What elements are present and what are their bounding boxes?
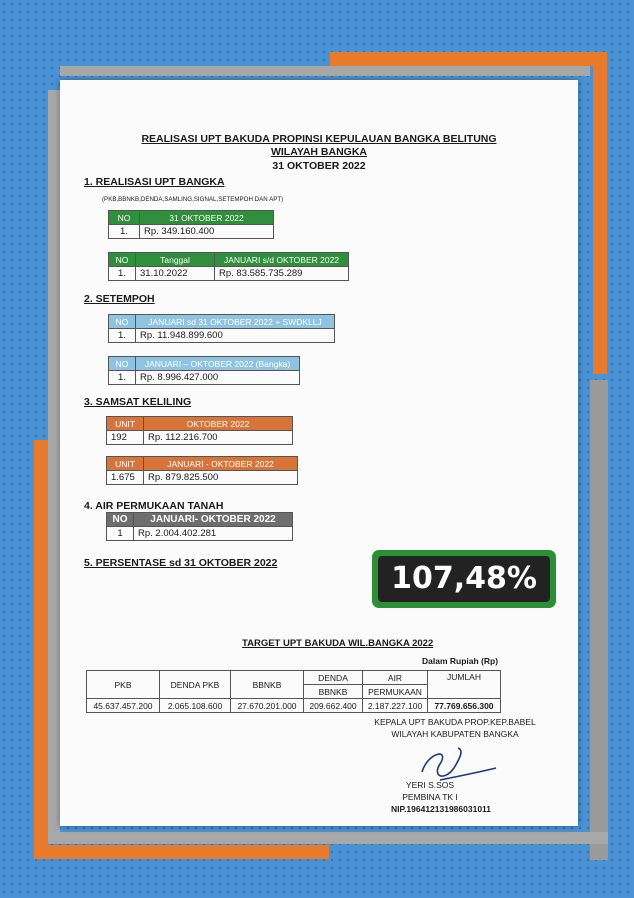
table-samsat-oktober xyxy=(106,416,293,445)
header-region: WILAYAH BANGKA xyxy=(270,146,368,158)
cell-amount: Rp. 83.585.735.289 xyxy=(215,267,349,281)
col-no: NO xyxy=(109,357,136,371)
table-samsat-jan-okt xyxy=(106,456,298,485)
col-pkb: PKB xyxy=(87,671,160,699)
section-1-title: 1. REALISASI UPT BANGKA xyxy=(84,176,225,188)
section-2-title: 2. SETEMPOH xyxy=(84,293,155,305)
col-no: NO xyxy=(109,315,136,329)
header-title: REALISASI UPT BAKUDA PROPINSI KEPULAUAN BANGKA BELITUNG xyxy=(141,133,497,145)
cell-amount: Rp. 112.216.700 xyxy=(144,431,293,445)
target-unit: Dalam Rupiah (Rp) xyxy=(422,656,499,666)
cell-no: 1 xyxy=(107,527,134,541)
signature-name: YERI S.SOS xyxy=(405,780,455,790)
cell-denda-bbnkb: 209.662.400 xyxy=(304,699,363,713)
col-period: JANUARI - OKTOBER 2022 xyxy=(144,457,298,471)
cell-amount: Rp. 879.825.500 xyxy=(144,471,298,485)
col-date: Tanggal xyxy=(136,253,215,267)
col-no: NO xyxy=(107,513,134,527)
table-setempoh-bangka xyxy=(108,356,300,385)
col-bbnkb: BBNKB xyxy=(231,671,304,699)
col-unit: UNIT xyxy=(107,417,144,431)
header-date: 31 OKTOBER 2022 xyxy=(272,160,366,172)
table-setempoh-swdkllj xyxy=(108,314,335,343)
table-realisasi-oktober xyxy=(108,210,274,239)
section-5-title: 5. PERSENTASE sd 31 OKTOBER 2022 xyxy=(84,557,278,569)
col-denda: DENDA xyxy=(304,671,363,685)
cell-amount: Rp. 11.948.899.600 xyxy=(136,329,335,343)
table-realisasi-jan-okt xyxy=(108,252,349,281)
cell-amount: Rp. 2.004.402.281 xyxy=(134,527,293,541)
cell-bbnkb: 27.670.201.000 xyxy=(231,699,304,713)
frame-gray-bottom xyxy=(48,832,608,844)
document-page xyxy=(60,80,578,826)
section-1-note: (PKB,BBNKB,DENDA,SAMLING,SIGNAL,SETEMPOH DAN APT) xyxy=(102,196,284,203)
cell-no: 1. xyxy=(109,371,136,385)
cell-amount: Rp. 349.160.400 xyxy=(140,225,274,239)
col-air: AIR xyxy=(363,671,428,685)
signature-nip: NIP.196412131986031011 xyxy=(390,804,492,814)
col-period: JANUARI – OKTOBER 2022 (Bangka) xyxy=(136,357,300,371)
col-denda-sub: BBNKB xyxy=(304,685,363,699)
frame-gray-right xyxy=(590,380,608,860)
cell-amount: Rp. 8.996.427.000 xyxy=(136,371,300,385)
frame-orange-top xyxy=(330,52,607,66)
target-table xyxy=(86,670,501,713)
col-period: JANUARI- OKTOBER 2022 xyxy=(134,513,293,527)
frame-gray-top xyxy=(60,66,590,76)
section-4-title: 4. AIR PERMUKAAN TANAH xyxy=(84,500,224,512)
frame-orange-left xyxy=(34,440,48,850)
col-unit: UNIT xyxy=(107,457,144,471)
col-period: OKTOBER 2022 xyxy=(144,417,293,431)
frame-orange-right xyxy=(593,52,607,374)
col-period: 31 OKTOBER 2022 xyxy=(140,211,274,225)
signature-office: WILAYAH KABUPATEN BANGKA xyxy=(391,729,519,739)
col-period: JANUARI s/d OKTOBER 2022 xyxy=(215,253,349,267)
frame-orange-bottom xyxy=(34,845,329,859)
col-denda-pkb: DENDA PKB xyxy=(160,671,231,699)
col-air-sub: PERMUKAAN xyxy=(363,685,428,699)
col-jumlah: JUMLAH xyxy=(428,671,501,699)
section-3-title: 3. SAMSAT KELILING xyxy=(84,396,192,408)
col-period: JANUARI sd 31 OKTOBER 2022 + SWDKLLJ xyxy=(136,315,335,329)
signature-rank: PEMBINA TK I xyxy=(402,792,458,802)
cell-no: 1. xyxy=(109,329,136,343)
cell-air-permukaan: 2.187.227.100 xyxy=(363,699,428,713)
cell-date: 31.10.2022 xyxy=(136,267,215,281)
cell-jumlah: 77.769.656.300 xyxy=(428,699,501,713)
table-air-permukaan xyxy=(106,512,293,541)
cell-no: 1. xyxy=(109,267,136,281)
cell-no: 1. xyxy=(109,225,140,239)
col-no: NO xyxy=(109,253,136,267)
frame-gray-left xyxy=(48,90,60,835)
cell-unit: 192 xyxy=(107,431,144,445)
target-title: TARGET UPT BAKUDA WIL.BANGKA 2022 xyxy=(242,638,434,649)
cell-pkb: 45.637.457.200 xyxy=(87,699,160,713)
percentage-badge xyxy=(372,550,556,608)
cell-denda-pkb: 2.065.108.600 xyxy=(160,699,231,713)
cell-unit: 1.675 xyxy=(107,471,144,485)
percentage-value: 107,48% xyxy=(378,556,550,602)
col-no: NO xyxy=(109,211,140,225)
signature-title: KEPALA UPT BAKUDA PROP.KEP.BABEL xyxy=(374,717,536,727)
